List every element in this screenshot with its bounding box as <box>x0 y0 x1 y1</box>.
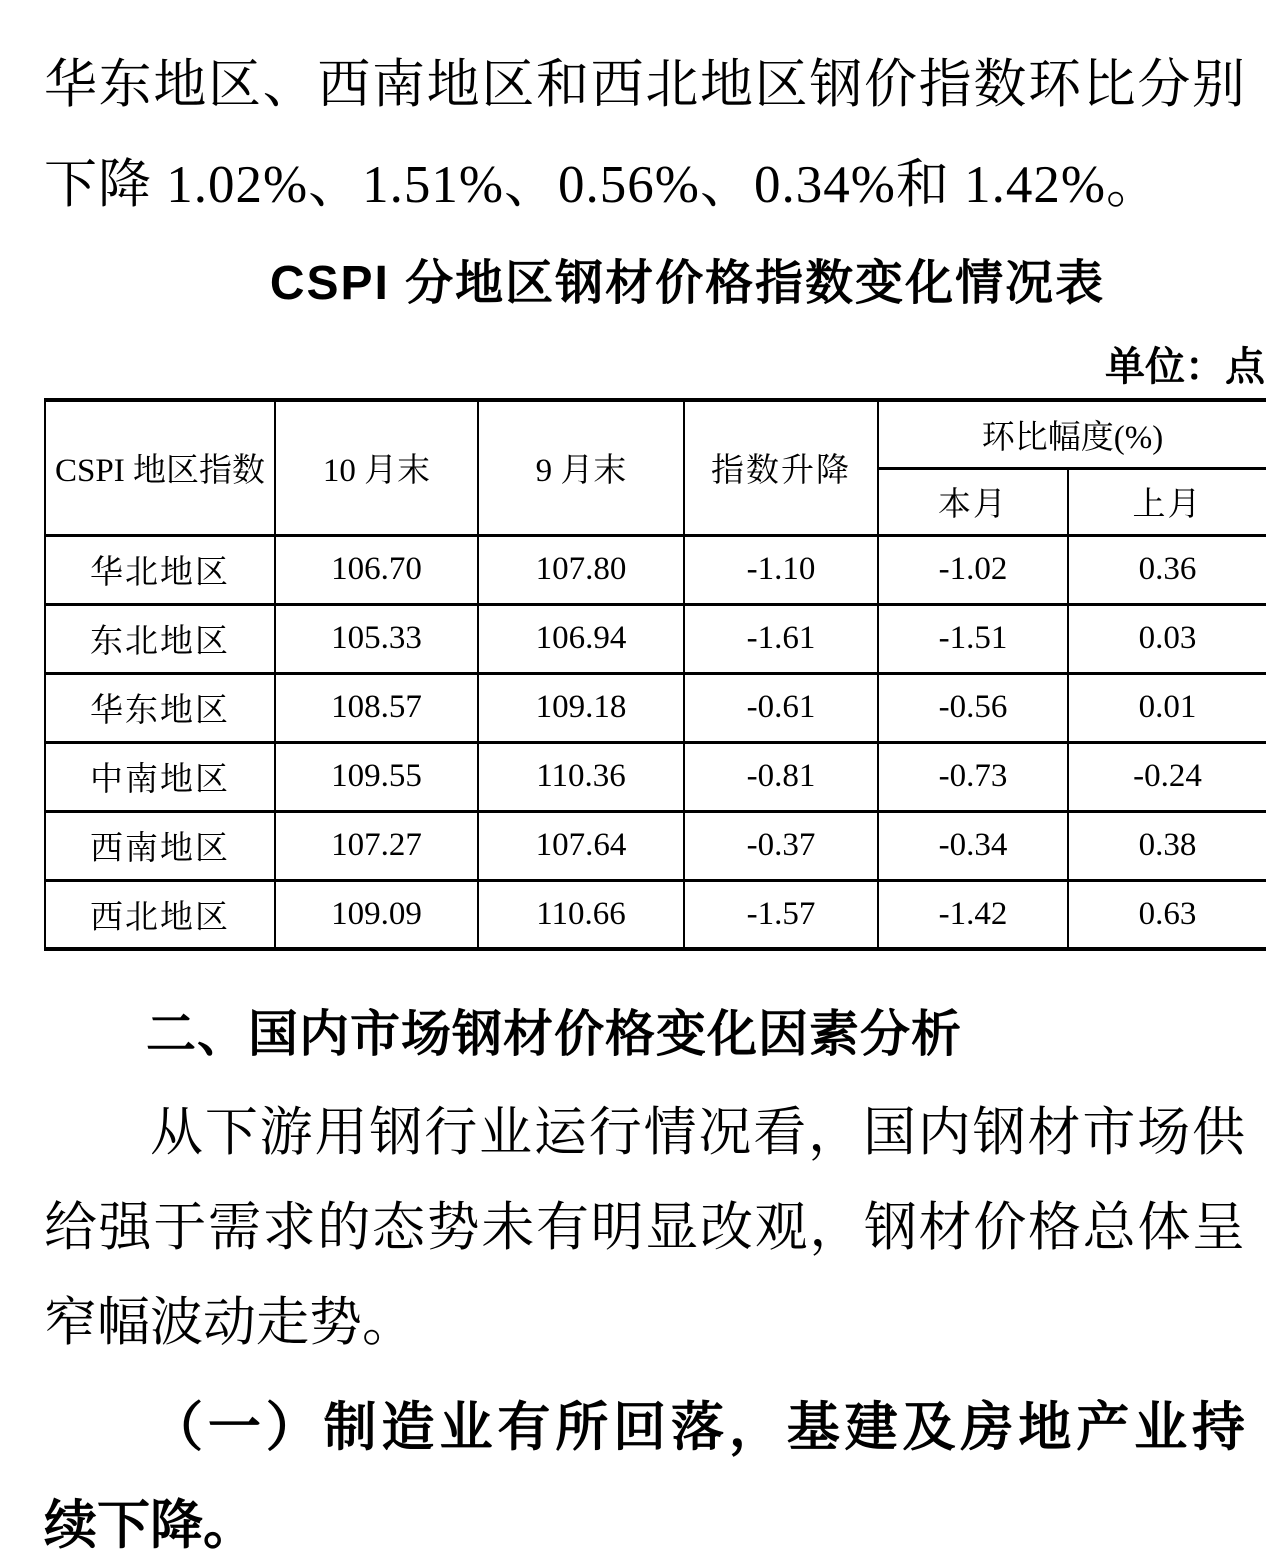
analysis-paragraph <box>44 1086 1245 1371</box>
table-row <box>45 535 1266 604</box>
subsection-line-1: （一）制造业有所回落，基建及房地产业持 <box>150 1399 1245 1457</box>
unit-label: 单位：点 <box>1105 345 1265 389</box>
section-heading: 二、国内市场钢材价格变化因素分析 <box>146 1006 962 1062</box>
cell-sep: 106.94 <box>478 604 684 673</box>
table-row <box>45 673 1266 742</box>
cell-region: 华北地区 <box>45 535 275 604</box>
table-row <box>45 811 1266 880</box>
subsection-line-2: 续下降。 <box>44 1497 256 1555</box>
cell-region: 西北地区 <box>45 880 275 949</box>
cell-mom-last: 0.01 <box>1068 673 1266 742</box>
cell-change: -0.81 <box>684 742 878 811</box>
cell-oct: 105.33 <box>275 604 478 673</box>
cell-change: -1.61 <box>684 604 878 673</box>
cell-mom-this: -0.73 <box>878 742 1068 811</box>
cell-oct: 109.09 <box>275 880 478 949</box>
table-row <box>45 742 1266 811</box>
table-header-row-1 <box>45 400 1266 468</box>
cell-sep: 110.36 <box>478 742 684 811</box>
intro-line-2: 下降 1.02%、1.51%、0.56%、0.34%和 1.42%。 <box>44 156 1160 214</box>
cell-mom-this: -1.02 <box>878 535 1068 604</box>
table-row <box>45 880 1266 949</box>
intro-paragraph <box>44 35 1245 235</box>
col-header-mom-last: 上月 <box>1068 468 1266 535</box>
cell-sep: 107.80 <box>478 535 684 604</box>
cell-mom-this: -1.51 <box>878 604 1068 673</box>
cell-change: -0.37 <box>684 811 878 880</box>
cell-mom-last: 0.03 <box>1068 604 1266 673</box>
cell-oct: 108.57 <box>275 673 478 742</box>
regional-index-table <box>44 398 1266 951</box>
cell-oct: 107.27 <box>275 811 478 880</box>
cell-mom-last: 0.38 <box>1068 811 1266 880</box>
col-header-mom-group: 环比幅度(%) <box>878 400 1266 468</box>
col-header-change: 指数升降 <box>684 400 878 535</box>
cell-mom-last: -0.24 <box>1068 742 1266 811</box>
cell-mom-this: -1.42 <box>878 880 1068 949</box>
cell-change: -0.61 <box>684 673 878 742</box>
analysis-line-1: 从下游用钢行业运行情况看，国内钢材市场供 <box>150 1104 1245 1162</box>
cell-sep: 110.66 <box>478 880 684 949</box>
analysis-line-2: 给强于需求的态势未有明显改观，钢材价格总体呈 <box>44 1199 1245 1257</box>
intro-line-1: 华东地区、西南地区和西北地区钢价指数环比分别 <box>44 56 1245 114</box>
col-header-oct: 10 月末 <box>275 400 478 535</box>
col-header-sep: 9 月末 <box>478 400 684 535</box>
col-header-region: CSPI 地区指数 <box>45 400 275 535</box>
cell-change: -1.10 <box>684 535 878 604</box>
cell-change: -1.57 <box>684 880 878 949</box>
cell-mom-this: -0.34 <box>878 811 1068 880</box>
cell-oct: 106.70 <box>275 535 478 604</box>
cell-region: 中南地区 <box>45 742 275 811</box>
table-title: CSPI 分地区钢材价格指数变化情况表 <box>269 257 1106 310</box>
cell-region: 东北地区 <box>45 604 275 673</box>
cell-oct: 109.55 <box>275 742 478 811</box>
cell-sep: 109.18 <box>478 673 684 742</box>
cell-mom-last: 0.63 <box>1068 880 1266 949</box>
cell-mom-last: 0.36 <box>1068 535 1266 604</box>
analysis-line-3: 窄幅波动走势。 <box>44 1294 415 1352</box>
cell-sep: 107.64 <box>478 811 684 880</box>
table-row <box>45 604 1266 673</box>
cell-mom-this: -0.56 <box>878 673 1068 742</box>
subsection-paragraph <box>44 1379 1245 1557</box>
col-header-mom-this: 本月 <box>878 468 1068 535</box>
cell-region: 华东地区 <box>45 673 275 742</box>
cell-region: 西南地区 <box>45 811 275 880</box>
